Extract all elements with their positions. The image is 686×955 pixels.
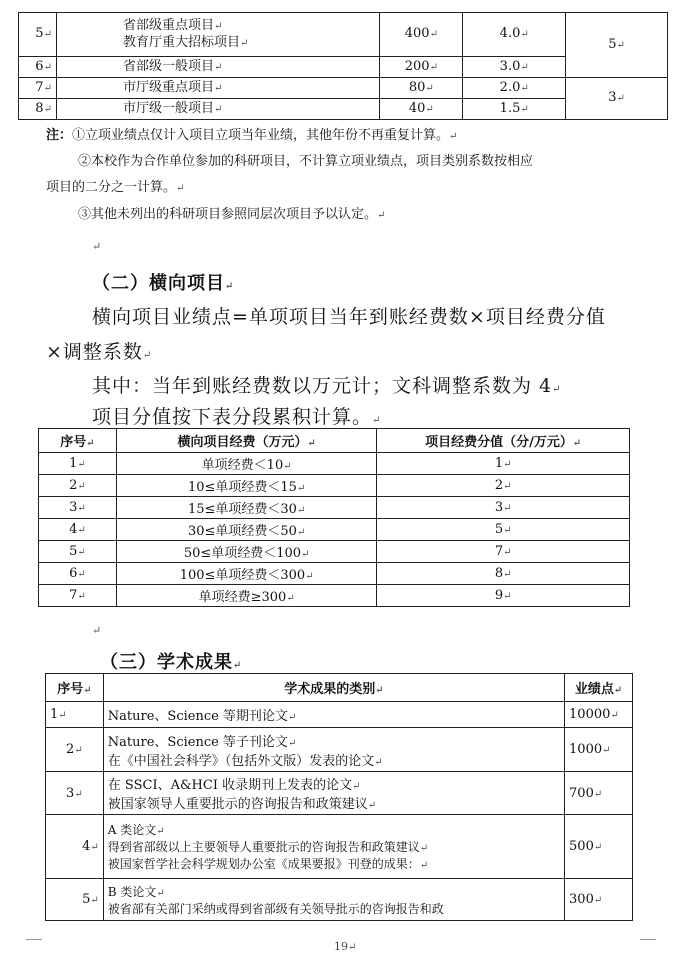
row-number: 4↵ — [39, 519, 117, 541]
achievement-points: 700↵ — [565, 772, 633, 815]
row-number: 6↵ — [19, 57, 57, 78]
group-value: 5↵ — [566, 13, 668, 78]
achievement-category: B 类论文↵ 被省部有关部门采纳或得到省部级有关领导批示的咨询报告和政 — [103, 879, 564, 921]
note-line-2: ②本校作为合作单位参加的科研项目，不计算立项业绩点，项目类别系数按相应 — [78, 154, 534, 169]
column-header-no: 序号↵ — [39, 429, 117, 453]
project-coefficient: 4.0↵ — [463, 13, 566, 57]
fee-score: 7↵ — [377, 541, 630, 563]
table-row — [46, 772, 633, 815]
row-number: 5↵ — [19, 13, 57, 57]
achievement-category: Nature、Science 等子刊论文↵ 在《中国社会科学》（包括外文版）发表的论文↵ — [103, 728, 564, 772]
table-row — [39, 497, 630, 519]
table-row — [39, 453, 630, 475]
page-corner-mark-left — [26, 939, 42, 948]
table-row — [39, 585, 630, 607]
formula-line-2: ×调整系数↵ — [46, 341, 153, 363]
table-header-row — [46, 674, 633, 702]
project-category: 省部级重点项目↵ 教育厅重大招标项目↵ — [56, 13, 379, 57]
row-number: 5↵ — [46, 879, 104, 921]
note-line-1: 注：①立项业绩点仅计入项目立项当年业绩，其他年份不再重复计算。↵ — [46, 128, 458, 143]
horizontal-project-score-table — [38, 428, 630, 607]
table-row — [39, 519, 630, 541]
section-heading-academic-achievements: （三）学术成果↵ — [100, 652, 243, 673]
row-number: 1↵ — [39, 453, 117, 475]
project-fee: 400↵ — [380, 13, 463, 57]
fee-score: 9↵ — [377, 585, 630, 607]
achievement-points: 300↵ — [565, 879, 633, 921]
row-number: 2↵ — [39, 475, 117, 497]
project-fee: 40↵ — [380, 99, 463, 120]
project-category: 省部级一般项目↵ — [56, 57, 379, 78]
project-coefficient: 3.0↵ — [463, 57, 566, 78]
table-row — [46, 815, 633, 879]
calculation-detail: 其中：当年到账经费数以万元计；文科调整系数为 4↵ — [92, 375, 562, 397]
column-header-no: 序号↵ — [46, 674, 104, 702]
table-row — [46, 702, 633, 728]
table-row — [19, 78, 668, 99]
column-header-fee: 横向项目经费（万元）↵ — [116, 429, 377, 453]
fee-score: 2↵ — [377, 475, 630, 497]
table-header-row — [39, 429, 630, 453]
achievement-category: 在 SSCI、A&HCI 收录期刊上发表的论文↵ 被国家领导人重要批示的咨询报告和政策建议↵ — [103, 772, 564, 815]
column-header-category: 学术成果的类别↵ — [103, 674, 564, 702]
row-number: 7↵ — [39, 585, 117, 607]
table-row — [19, 13, 668, 57]
column-header-score: 项目经费分值（分/万元）↵ — [377, 429, 630, 453]
project-category: 市厅级一般项目↵ — [56, 99, 379, 120]
paragraph-mark: ↵ — [92, 240, 102, 253]
row-number: 8↵ — [19, 99, 57, 120]
fee-range: 单项经费≥300↵ — [116, 585, 377, 607]
table-row — [39, 475, 630, 497]
paragraph-mark: ↵ — [92, 624, 102, 637]
note-line-4: ③其他未列出的科研项目参照同层次项目予以认定。↵ — [78, 207, 386, 222]
formula-line-1: 横向项目业绩点=单项项目当年到账经费数×项目经费分值 — [92, 306, 606, 328]
project-coefficient-table — [18, 12, 668, 120]
achievement-points: 10000↵ — [565, 702, 633, 728]
table-row — [46, 879, 633, 921]
section-heading-horizontal-projects: （二）横向项目↵ — [92, 273, 235, 294]
fee-score: 8↵ — [377, 563, 630, 585]
project-fee: 80↵ — [380, 78, 463, 99]
achievement-category: Nature、Science 等期刊论文↵ — [103, 702, 564, 728]
table-row — [39, 541, 630, 563]
fee-score: 5↵ — [377, 519, 630, 541]
project-category: 市厅级重点项目↵ — [56, 78, 379, 99]
column-header-points: 业绩点↵ — [565, 674, 633, 702]
note-line-3: 项目的二分之一计算。↵ — [46, 180, 185, 195]
fee-range: 30≤单项经费＜50↵ — [116, 519, 377, 541]
fee-range: 100≤单项经费＜300↵ — [116, 563, 377, 585]
group-value: 3↵ — [566, 78, 668, 120]
page-number: 19↵ — [334, 940, 357, 953]
calculation-detail-2: 项目分值按下表分段累积计算。↵ — [92, 406, 382, 428]
achievement-points: 1000↵ — [565, 728, 633, 772]
fee-range: 10≤单项经费＜15↵ — [116, 475, 377, 497]
row-number: 2↵ — [46, 728, 104, 772]
achievement-points: 500↵ — [565, 815, 633, 879]
row-number: 6↵ — [39, 563, 117, 585]
fee-range: 50≤单项经费＜100↵ — [116, 541, 377, 563]
project-coefficient: 2.0↵ — [463, 78, 566, 99]
academic-achievement-table — [45, 673, 633, 921]
row-number: 4↵ — [46, 815, 104, 879]
fee-range: 单项经费＜10↵ — [116, 453, 377, 475]
table-row — [46, 728, 633, 772]
fee-score: 3↵ — [377, 497, 630, 519]
achievement-category: A 类论文↵ 得到省部级以上主要领导人重要批示的咨询报告和政策建议↵ 被国家哲学社会科学规划办公室《成果要报》刊登的成果：↵ — [103, 815, 564, 879]
project-coefficient: 1.5↵ — [463, 99, 566, 120]
fee-score: 1↵ — [377, 453, 630, 475]
row-number: 3↵ — [46, 772, 104, 815]
table-row — [39, 563, 630, 585]
row-number: 3↵ — [39, 497, 117, 519]
row-number: 1↵ — [46, 702, 104, 728]
row-number: 5↵ — [39, 541, 117, 563]
page-corner-mark-right — [640, 939, 656, 948]
project-fee: 200↵ — [380, 57, 463, 78]
row-number: 7↵ — [19, 78, 57, 99]
fee-range: 15≤单项经费＜30↵ — [116, 497, 377, 519]
